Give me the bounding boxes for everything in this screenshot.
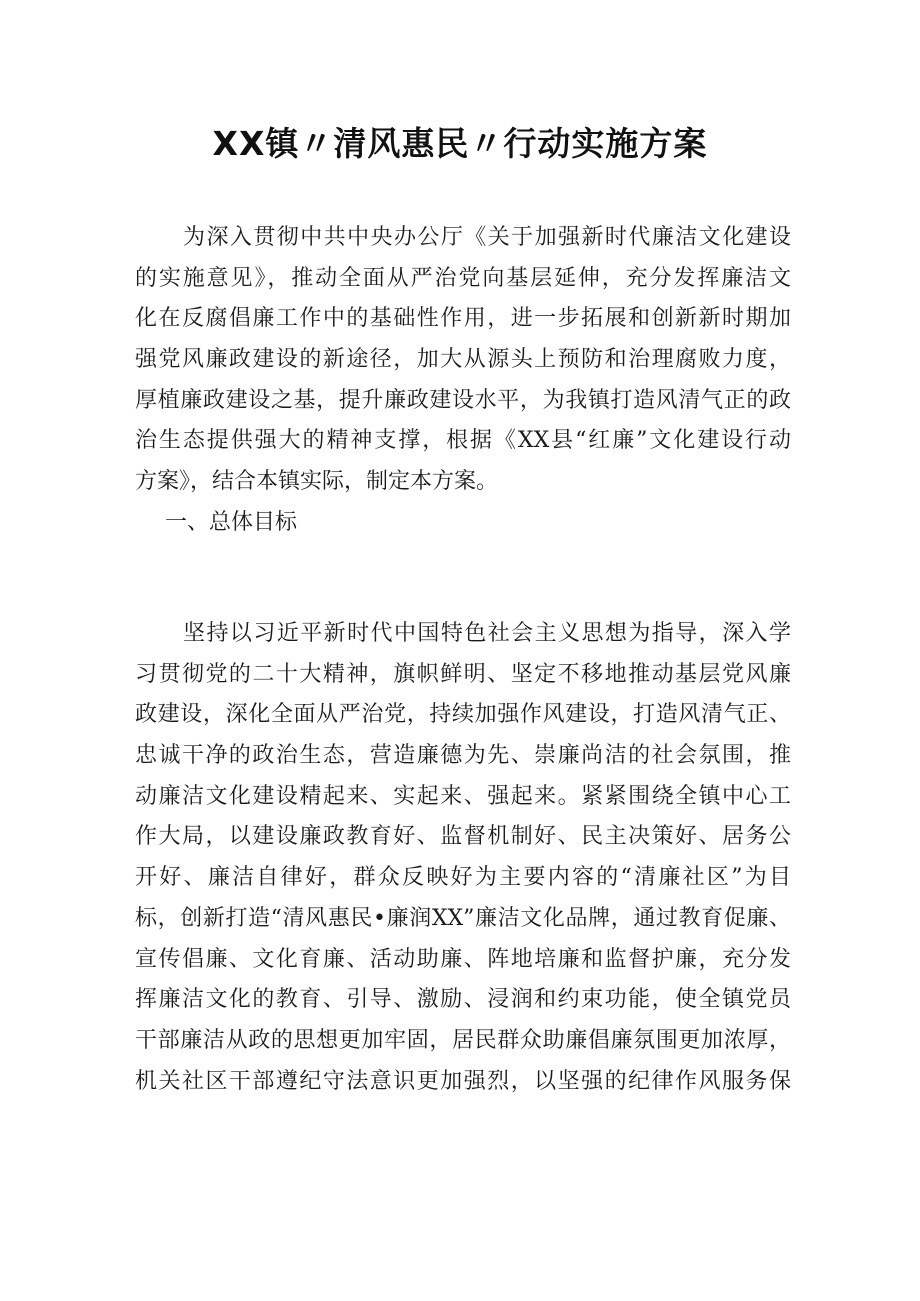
paragraph-line: 忠诚干净的政治生态，营造廉德为先、崇廉尚洁的社会氛围，推: [135, 743, 791, 769]
paragraph-line: 标，创新打造“清风惠民•廉润XX”廉洁文化品牌，通过教育促廉、: [135, 905, 791, 931]
paragraph-line: 挥廉洁文化的教育、引导、激励、浸润和约束功能，使全镇党员: [135, 987, 791, 1013]
paragraph-line: 的实施意见》，推动全面从严治党向基层延伸，充分发挥廉洁文: [135, 265, 791, 291]
paragraph-line: 政建设，深化全面从严治党，持续加强作风建设，打造风清气正、: [135, 702, 791, 728]
paragraph-goals: [135, 614, 791, 1102]
paragraph-line: 为深入贯彻中共中央办公厅《关于加强新时代廉洁文化建设: [183, 225, 791, 250]
paragraph-line: 机关社区干部遵纪守法意识更加强烈，以坚强的纪律作风服务保: [135, 1068, 791, 1094]
paragraph-line: 作大局，以建设廉政教育好、监督机制好、民主决策好、居务公: [135, 824, 791, 850]
paragraph-intro: [135, 218, 791, 544]
paragraph-line: 宣传倡廉、文化育廉、活动助廉、阵地培廉和监督护廉，充分发: [135, 946, 791, 972]
paragraph-line: 开好、廉洁自律好，群众反映好为主要内容的“清廉社区”为目: [135, 865, 791, 891]
paragraph-line: 坚持以习近平新时代中国特色社会主义思想为指导，深入学: [183, 621, 791, 646]
paragraph-line: 强党风廉政建设的新途径，加大从源头上预防和治理腐败力度，: [135, 347, 791, 373]
paragraph-line: 动廉洁文化建设精起来、实起来、强起来。紧紧围绕全镇中心工: [135, 783, 791, 809]
paragraph-line: 厚植廉政建设之基，提升廉政建设水平，为我镇打造风清气正的政: [135, 387, 791, 413]
paragraph-line: 化在反腐倡廉工作中的基础性作用，进一步拓展和创新新时期加: [135, 306, 791, 332]
section-heading: 一、总体目标: [165, 509, 298, 535]
document-title: XX镇〃清风惠民〃行动实施方案: [212, 124, 708, 163]
paragraph-line: 方案》，结合本镇实际，制定本方案。: [135, 469, 499, 495]
paragraph-line: 治生态提供强大的精神支撑，根据《XX县“红廉”文化建设行动: [135, 428, 791, 454]
paragraph-line: 干部廉洁从政的思想更加牢固，居民群众助廉倡廉氛围更加浓厚，: [135, 1027, 791, 1053]
paragraph-line: 习贯彻党的二十大精神，旗帜鲜明、坚定不移地推动基层党风廉: [135, 661, 791, 687]
